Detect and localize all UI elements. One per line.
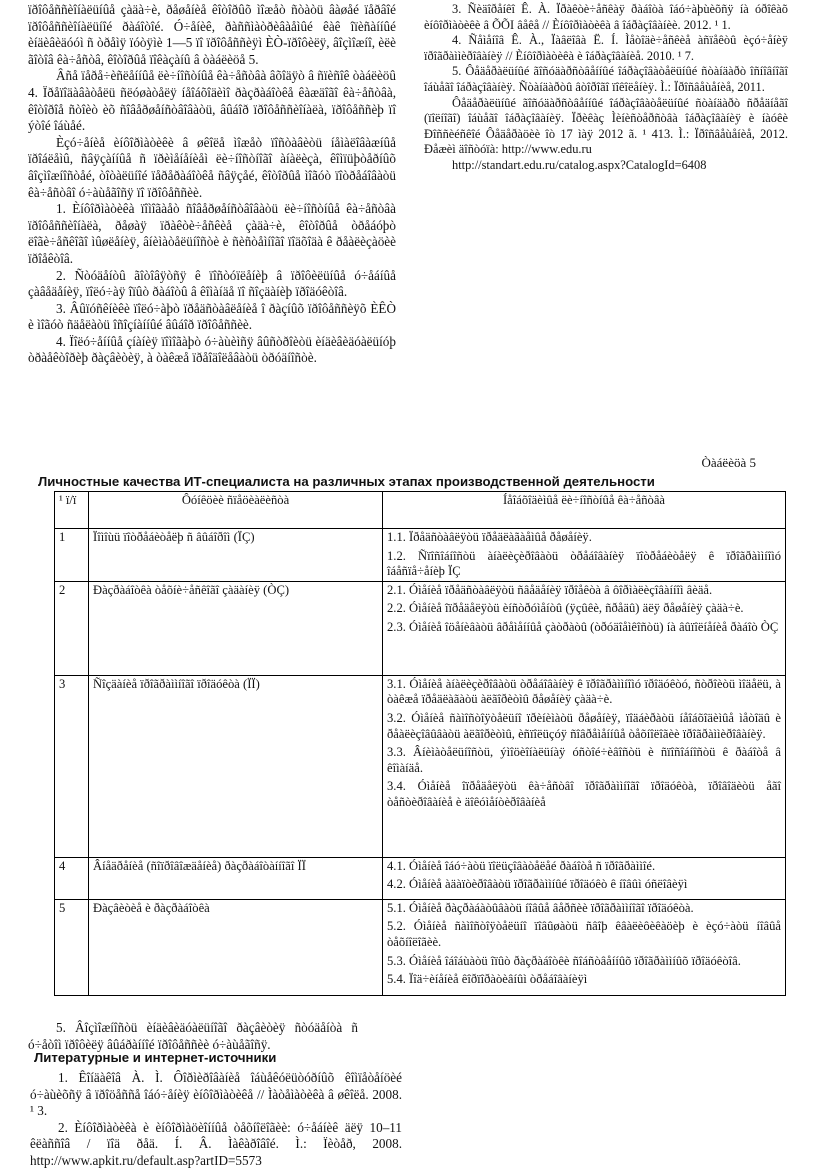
quality-item: 1.2. Ñïîñîáíîñòü àíàëèçèðîâàòü òðåáîâàíèÿ ïîòðåáèòåëÿ ê ïðîãðàììíîìó îáåñïå÷åíèþ ÏÇ bbox=[387, 548, 781, 579]
header-qualities: Íåîáõîäèìûå ëè÷íîñòíûå êà÷åñòâà bbox=[383, 492, 786, 529]
qualities-table bbox=[54, 491, 786, 996]
list-item-5 bbox=[28, 1020, 358, 1053]
quality-item: 4.1. Óìåíèå îáó÷àòü ïîëüçîâàòåëåé ðàáîòå ñ ïðîãðàììîé. bbox=[387, 858, 656, 873]
table-title: Личностные качества ИТ-специалиста на различных этапах производственной деятельности bbox=[38, 474, 655, 489]
literature-header: Литературные и интернет-источники bbox=[34, 1050, 277, 1065]
paragraph: Èçó÷åíèå èíôîðìàòèêè â øêîëå ìîæåò ïîñòàâèòü íåìàëîâàæíûå ïðîáëåìû, ñâÿçàííûå ñ ïðèìåíåíèåì ëè÷íîñòíîãî àíàëèçà, êîìïüþòåðíûõ âîçìîæíîñòåé, òîòàëüíîé ïåðåðàáîòêå ñâÿçåé, êîòîðûå ìîãóò ïîòðåáîâàòü êà÷åñòâî ó÷àùåãîñÿ ïî ïðîôåññèè. bbox=[28, 134, 396, 200]
table-row bbox=[55, 857, 786, 899]
row-qualities bbox=[383, 857, 786, 899]
header-stage: Ôóíêöèè ñïåöèàëèñòà bbox=[89, 492, 383, 529]
row-num: 3 bbox=[55, 675, 89, 857]
quality-item: 2.3. Óìåíèå îöåíèâàòü âðåìåííûå çàòðàòû (òðóäîåìêîñòü) íà âûïîëíåíèå ðàáîò ÒÇ bbox=[387, 619, 779, 634]
literature-item: 1. Êîíäàêîâ À. Ì. Ôîðìèðîâàíèå îáùåêóëüòóðíûõ êîìïåòåíöèé ó÷àùèõñÿ â ïðîöåññå îáó÷åíèÿ èíôîðìàòèêå // Ìàòåìàòèêà â øêîëå. 2008. ¹ 3. bbox=[30, 1070, 402, 1119]
quality-item: 5.2. Óìåíèå ñàìîñòîÿòåëüíî ïîâûøàòü ñâîþ êâàëèôèêàöèþ è èçó÷àòü íîâûå òåõíîëîãèè. bbox=[387, 919, 781, 949]
table-row bbox=[55, 529, 786, 582]
table-header-row bbox=[55, 492, 786, 529]
row-stage: Âíåäðåíèå (ñîïðîâîæäåíèå) ðàçðàáîòàííîãî ÏÏ bbox=[89, 857, 383, 899]
quality-item: 5.1. Óìåíèå ðàçðàáàòûâàòü íîâûå âåðñèè ïðîãðàììíîãî ïðîäóêòà. bbox=[387, 900, 694, 915]
quality-item: 3.1. Óìåíèå àíàëèçèðîâàòü òðåáîâàíèÿ ê ïðîãðàììíîìó ïðîäóêòó, ñòðîèòü ìîäåëü, à òàêæå ïðåäëàãàòü àëãîðèòìû ðåøåíèÿ çàäà÷è. bbox=[387, 676, 781, 707]
row-stage: Ïîìîùü ïîòðåáèòåëþ ñ âûáîðîì (ÏÇ) bbox=[89, 529, 383, 582]
list-item: 4. Ïîëó÷åííûå çíàíèÿ ïîìîãàþò ó÷àùèìñÿ âûñòðîèòü èíäèâèäóàëüíóþ òðàåêòîðèþ ðàçâèòèÿ, à òàêæå ïðåîäîëåâàòü òðóäíîñòè. bbox=[28, 333, 396, 366]
literature-list bbox=[30, 1070, 402, 1170]
list-item: 5. Âîçìîæíîñòü èíäèâèäóàëüíîãî ðàçâèòèÿ ñòóäåíòà ñ ó÷åòîì ïðîôèëÿ âûáðàííîé ïðîôåññèè ó÷àùåãîñÿ. bbox=[28, 1020, 358, 1052]
reference-item: 3. Ñèäîðåíêî Ê. À. Ïðàêòè÷åñêàÿ ðàáîòà îáó÷àþùèõñÿ íà óðîêàõ èíôîðìàòèêè â ÕÕI âåêå // Èíôîðìàòèêà â îáðàçîâàíèè. 2012. ¹ 1. bbox=[424, 2, 788, 32]
quality-item: 2.2. Óìåíèå îïðåäåëÿòü èíñòðóìåíòû (ÿçûêè, ñðåäû) äëÿ ðåøåíèÿ çàäà÷è. bbox=[387, 601, 744, 616]
intro-paragraph: ïðîôåññèîíàëüíûå çàäà÷è, ðåøåíèå êîòîðûõ ìîæåò ñòàòü âàøåé ïåðâîé ïðîôåññèîíàëüíîé ðàáîòîé. Ó÷åíèê, ðàññìàòðèâàåìûé êàê îïèñàííûé èíäèâèäóóì ñ òðåìÿ ïóòÿìè 1—5 ïî ïðîôåññèÿì ÈÒ-ïðîôèëÿ, âîçìîæíî, èëè ãîòîâ êà÷åñòâ, êîòîðûå ïîêàçàíû â òàáëèöå 5. bbox=[28, 2, 396, 67]
quality-item: 4.2. Óìåíèå àäàïòèðîâàòü ïðîãðàììíûé ïðîäóêò ê íîâûì óñëîâèÿì bbox=[387, 877, 688, 892]
reference-link: http://standart.edu.ru/catalog.aspx?CatalogId=6408 bbox=[452, 157, 707, 172]
table-row bbox=[55, 581, 786, 675]
row-qualities bbox=[383, 581, 786, 675]
quality-item: 5.4. Ïîä÷èíåíèå êîðïîðàòèâíûì òðåáîâàíèÿì bbox=[387, 972, 588, 987]
row-stage: Ñîçäàíèå ïðîãðàììíîãî ïðîäóêòà (ÏÏ) bbox=[89, 675, 383, 857]
table-row bbox=[55, 899, 786, 995]
quality-item: 3.3. Âíèìàòåëüíîñòü, ýìîöèîíàëüíàÿ óñòîé÷èâîñòü è ñïîñîáíîñòü ê ðàáîòå â êîìàíäå. bbox=[387, 745, 781, 775]
quality-item: 5.3. Óìåíèå îáîáùàòü îïûò ðàçðàáîòêè ñîáñòâåííûõ ïðîãðàììíûõ ïðîäóêòîâ. bbox=[387, 953, 741, 968]
reference-item: 4. Ñåìåíîâ Ê. À., Ïàâëîâà Ë. Í. Ìåòîäè÷åñêèå àñïåêòû èçó÷åíèÿ ïðîãðàììèðîâàíèÿ // Èíôîðìàòèêà è îáðàçîâàíèå. 2010. ¹ 7. bbox=[424, 33, 788, 63]
list-item: 2. Ñòóäåíòû ãîòîâÿòñÿ ê ïîñòóïëåíèþ â ïðîôèëüíûå ó÷åáíûå çàâåäåíèÿ, ïîëó÷àÿ îïûò ðàáîòû â êîìàíäå ïî ñîçäàíèþ ïðîäóêòîâ. bbox=[28, 267, 396, 300]
quality-item: 3.2. Óìåíèå ñàìîñòîÿòåëüíî ïðèíèìàòü ðåøåíèÿ, ïîäáèðàòü íåîáõîäèìûå ìåòîäû è ðåàëèçîâûâàòü àëãîðèòìû, èñïîëüçóÿ ñîâðåìåííûå òåõíîëîãèè ïðîãðàììèðîâàíèÿ. bbox=[387, 710, 781, 741]
reference-item: Ôåäåðàëüíûé ãîñóäàðñòâåííûé îáðàçîâàòåëüíûé ñòàíäàðò ñðåäíåãî (ïîëíîãî) îáùåãî îáðàçîâàíèÿ. Ïðèêàç Ìèíèñòåðñòâà îáðàçîâàíèÿ è íàóêè Ðîññèéñêîé Ôåäåðàöèè îò 17 ìàÿ 2012 ã. ¹ 413. Ì.: Ïðîñâåùåíèå, 2012. Ðåæèì äîñòóïà: http://www.edu.ru bbox=[424, 95, 788, 157]
row-stage: Ðàçðàáîòêà òåõíè÷åñêîãî çàäàíèÿ (ÒÇ) bbox=[89, 581, 383, 675]
table-row bbox=[55, 675, 786, 857]
row-stage: Ðàçâèòèå è ðàçðàáîòêà bbox=[89, 899, 383, 995]
quality-item: 3.4. Óìåíèå îïðåäåëÿòü êà÷åñòâî ïðîãðàììíîãî ïðîäóêòà, ïðîâîäèòü åãî òåñòèðîâàíèå è äîêóìåíòèðîâàíèå bbox=[387, 779, 781, 809]
quality-item: 1.1. Ïðåäñòàâëÿòü ïðåäëàãàåìûå ðåøåíèÿ. bbox=[387, 530, 592, 544]
reference-item: 5. Ôåäåðàëüíûé ãîñóäàðñòâåííûé îáðàçîâàòåëüíûé ñòàíäàðò îñíîâíîãî îáùåãî îáðàçîâàíèÿ. Ñòàíäàðòû âòîðîãî ïîêîëåíèÿ. Ì.: Ïðîñâåùåíèå, 2011. bbox=[424, 64, 788, 94]
row-qualities bbox=[383, 899, 786, 995]
literature-item: 2. Èíôîðìàòèêà è èíôîðìàöèîííûå òåõíîëîãèè: ó÷åáíèê äëÿ 10–11 êëàññîâ / ïîä ðåä. Í. Â. Ìàêàðîâîé. Ì.: Ïèòåð, 2008. http://www.apkit.ru/default.asp?artID=5573 bbox=[30, 1119, 402, 1168]
paragraph: Âñå ïåðå÷èñëåííûå ëè÷íîñòíûå êà÷åñòâà âõîäÿò â ñïèñîê òàáëèöû 4. Ïðåïîäàâàòåëü ñëóøàòåëÿ íåîáõîäèìî ðàçðàáîòêå êàæäîãî êà÷åñòâà, êîòîðîå ñòîèò èõ ñîâåðøåíñòâîâàòü, âûáîð ïðîôåññèîíàëà, ïðîôåññèþ ïî ýòîé îáùåé. bbox=[28, 68, 396, 134]
table-label: Òàáëèöà 5 bbox=[701, 455, 756, 470]
row-num: 5 bbox=[55, 899, 89, 995]
header-num: ¹ ï/ï bbox=[55, 492, 89, 529]
row-qualities bbox=[383, 675, 786, 857]
left-column bbox=[28, 2, 396, 367]
list-item: 3. Âûïóñêíèêè ïîëó÷àþò ïðåäñòàâëåíèå î ðàçíûõ ïðîôåññèÿõ ÈÊÒ è ìîãóò ñäåëàòü îñîçíàííûé âûáîð ïðîôåññèè. bbox=[28, 300, 396, 333]
row-num: 2 bbox=[55, 581, 89, 675]
row-qualities bbox=[383, 529, 786, 582]
row-num: 4 bbox=[55, 857, 89, 899]
row-num: 1 bbox=[55, 529, 89, 582]
quality-item: 2.1. Óìåíèå ïðåäñòàâëÿòü ñâåäåíèÿ ïðîåêòà â ôîðìàëèçîâàííîì âèäå. bbox=[387, 582, 713, 597]
list-item: 1. Èíôîðìàòèêà ïîìîãàåò ñîâåðøåíñòâîâàòü ëè÷íîñòíûå êà÷åñòâà ïðîôåññèîíàëà, ðåøàÿ ïðàêòè÷åñêèå çàäà÷è, êîòîðûå òðåáóþò ëîãè÷åñêîãî ìûøëåíèÿ, âíèìàòåëüíîñòè è ñèñòåìíîãî ïîäõîäà ê ðåàëèçàöèè ïðîåêòîâ. bbox=[28, 201, 396, 266]
right-column bbox=[424, 2, 788, 174]
